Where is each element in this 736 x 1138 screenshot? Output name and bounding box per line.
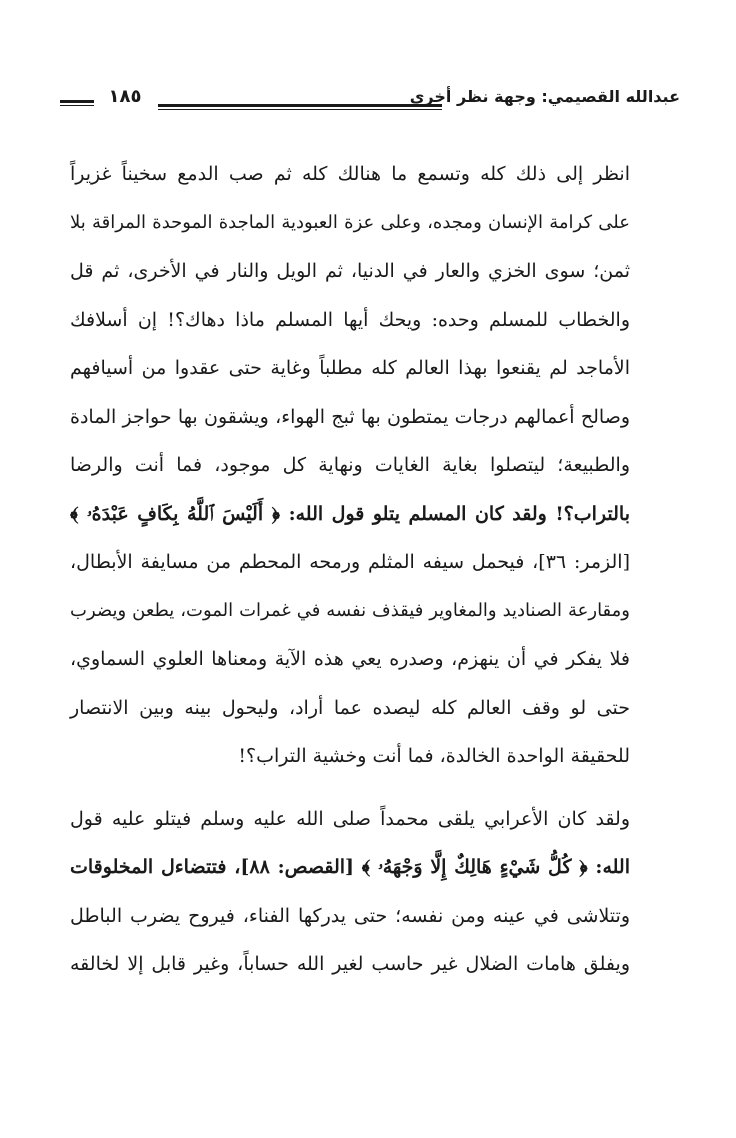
text-line-verse: بالتراب؟! ولقد كان المسلم يتلو قول الله: ﴿ أَلَيْسَ ٱللَّهُ بِكَافٍ عَبْدَهُۥ ﴾: [70, 502, 630, 525]
text-line: ولقد كان الأعرابي يلقى محمداً صلى الله عليه وسلم فيتلو عليه قول: [70, 807, 630, 830]
running-header: [60, 86, 680, 116]
text-line: وتتلاشى في عينه ومن نفسه؛ حتى يدركها الفناء، فيروح يضرب الباطل: [70, 904, 630, 927]
text-line: على كرامة الإنسان ومجده، وعلى عزة العبودية الماجدة الموحدة المراقة بلا: [70, 211, 630, 233]
page-number-mark-thin: [60, 105, 94, 106]
text-line: وصالح أعمالهم درجات يمتطون بها ثبج الهواء، ويشقون بها حواجز المادة: [70, 405, 630, 428]
paragraph-2: [70, 795, 666, 989]
header-rule-thin: [158, 109, 442, 110]
text-line: فلا يفكر في أن ينهزم، وصدره يعي هذه الآية ومعناها العلوي السماوي،: [70, 648, 630, 670]
text-line: ثمن؛ سوى الخزي والعار في الدنيا، ثم الويل والنار في الأخرى، ثم قل: [70, 260, 630, 282]
header-title: عبدالله القصيمي: وجهة نظر أخرى: [409, 87, 680, 106]
text-line-verse: الله: ﴿ كُلُّ شَيْءٍ هَالِكٌ إِلَّا وَجْهَهُۥ ﴾ [القصص: ٨٨]، فتتضاءل المخلوقات: [70, 856, 630, 878]
text-line: ويفلق هامات الضلال غير حاسب لغير الله حساباً، وغير قابل إلا لخالقه: [70, 953, 630, 975]
text-line: والطبيعة؛ ليتصلوا بغاية الغايات ونهاية كل موجود، فما أنت والرضا: [70, 454, 630, 476]
header-rule: [158, 104, 442, 107]
text-line: للحقيقة الواحدة الخالدة، فما أنت وخشية التراب؟!: [238, 745, 630, 767]
text-line: حتى لو وقف العالم كله ليصده عما أراد، وليحول بينه وبين الانتصار: [70, 696, 630, 719]
page-number: ١٨٥: [108, 86, 142, 107]
body-text: [70, 150, 666, 989]
page-number-mark: [60, 100, 94, 103]
text-line: [الزمر: ٣٦]، فيحمل سيفه المثلم ورمحه المحطم من مسايفة الأبطال،: [70, 551, 630, 573]
text-line: الأماجد لم يقنعوا بهذا العالم كله مطلباً وغاية حتى عقدوا من أسيافهم: [70, 357, 630, 379]
text-line: ومقارعة الصناديد والمغاوير فيقذف نفسه في غمرات الموت، يطعن ويضرب: [70, 599, 630, 621]
text-line: والخطاب للمسلم وحده: ويحك أيها المسلم ماذا دهاك؟! إن أسلافك: [70, 308, 630, 331]
text-line: انظر إلى ذلك كله وتسمع ما هنالك كله ثم صب الدمع سخيناً غزيراً: [70, 163, 630, 185]
paragraph-1: [70, 150, 666, 781]
